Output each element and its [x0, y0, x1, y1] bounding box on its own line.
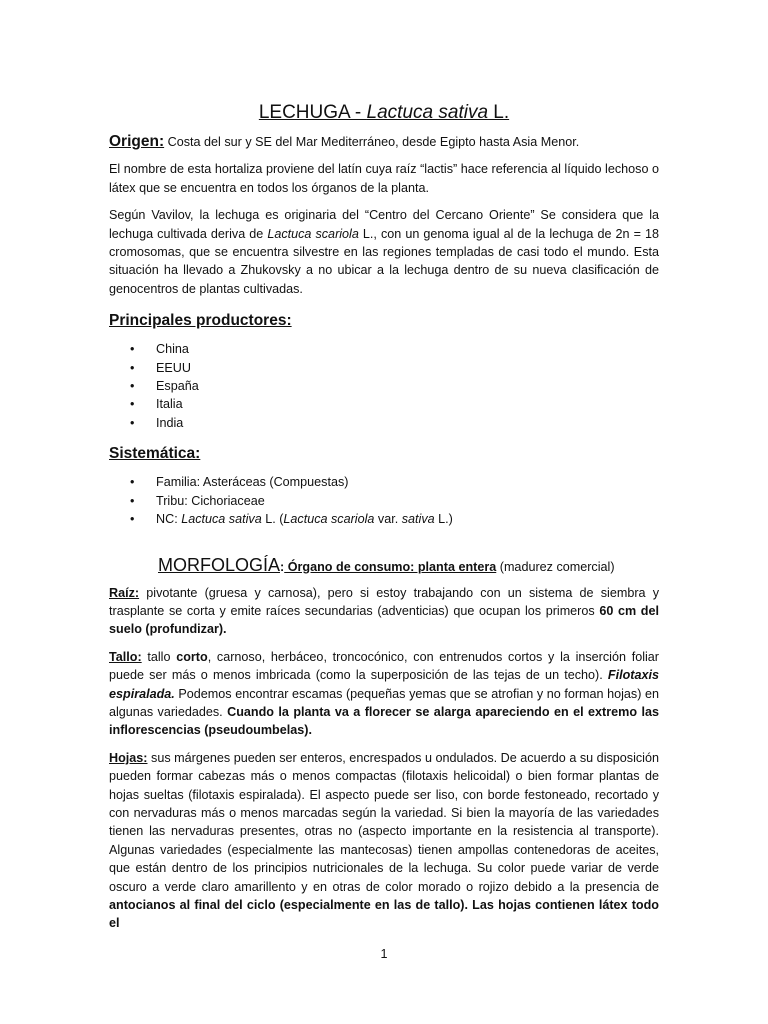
list-item: • EEUU: [109, 359, 659, 377]
morphology-heading: MORFOLOGÍA: Órgano de consumo: planta entera (madurez comercial): [158, 554, 615, 575]
list-item: • Italia: [109, 395, 659, 413]
root-label: Raíz:: [109, 585, 140, 600]
root-paragraph: Raíz: pivotante (gruesa y carnosa), pero si estoy trabajando con un sistema de siembra y trasplante se corta y emite raíces secundarias (adventicias) que ocupan los primeros 60 cm del suelo (profundizar).: [109, 585, 660, 637]
title-species: Lactuca sativa: [366, 102, 489, 123]
name-paragraph: El nombre de esta hortaliza proviene del latín cuya raíz “lactis” hace referencia al líquido lechoso o látex que se encuentra en todos los órganos de la planta.: [109, 162, 659, 195]
producers-list: [109, 340, 659, 432]
morphology-title: MORFOLOGÍA: [158, 554, 281, 575]
producers-heading: Principales productores:: [109, 312, 292, 330]
document-page: [109, 100, 659, 933]
vavilov-paragraph: Según Vavilov, la lechuga es originaria del “Centro del Cercano Oriente” Se considera que la lechuga cultivada deriva de Lactuca scariola L., con un genoma igual al de la lechuga de 2n = 18 cromosomas, que se encuentra silvestre en las regiones templadas de casi todo el mundo. Esta situación ha llevado a Zhukovsky a no ubicar a la lechuga dentro de su nueva clasificación de genocentros de plantas cultivadas.: [109, 208, 659, 296]
list-item: • España: [109, 377, 659, 395]
stem-label: Tallo:: [109, 649, 142, 664]
origin-paragraph: Origen: Costa del sur y SE del Mar Mediterráneo, desde Egipto hasta Asia Menor.: [109, 133, 580, 150]
list-item: • NC: Lactuca sativa L. (Lactuca scariola var. sativa L.): [109, 510, 659, 528]
list-item: • India: [109, 414, 659, 432]
page-title: LECHUGA - Lactuca sativa L.: [258, 102, 510, 123]
list-item: • Familia: Asteráceas (Compuestas): [109, 473, 659, 491]
leaves-paragraph: Hojas: sus márgenes pueden ser enteros, encrespados u ondulados. De acuerdo a su disposición pueden formar cabezas más o menos compactas (filotaxis helicoidal) o bien formar plantas de hojas sueltas (filotaxis espiralada). El aspecto puede ser liso, con borde festoneado, recortado y con nervaduras más o menos marcadas según la variedad. Si bien la mayoría de las variedades tienen las nervaduras presentes, otras no (aspecto importante en la resistencia al transporte). Algunas variedades (especialmente las mantecosas) tienen ampollas contenedoras de aceites, que están dentro de los principios nutricionales de la lechuga. Su color puede variar de verde oscuro a verde claro amarillento y en otras de color morado o rojizo debido a la presencia de antocianos al final del ciclo (especialmente en las de tallo). Las hojas contienen látex todo el: [109, 750, 659, 931]
leaves-label: Hojas:: [109, 750, 148, 765]
systematics-heading: Sistemática:: [109, 445, 201, 463]
list-item: • China: [109, 340, 659, 358]
page-number: 1: [380, 947, 388, 961]
systematics-list: [109, 473, 659, 528]
stem-paragraph: Tallo: tallo corto, carnoso, herbáceo, troncocónico, con entrenudos cortos y la inserción foliar puede ser más o menos imbricada (como la superposición de las tejas de un techo). Filotaxis espiralada. Podemos encontrar escamas (pequeñas yemas que se atrofian y no forman hojas) en algunas variedades. Cuando la planta va a florecer se alarga apareciendo en el extremo las inflorescencias (pseudoumbelas).: [109, 649, 659, 738]
origin-label: Origen:: [109, 133, 165, 150]
list-item: • Tribu: Cichoriaceae: [109, 492, 659, 510]
